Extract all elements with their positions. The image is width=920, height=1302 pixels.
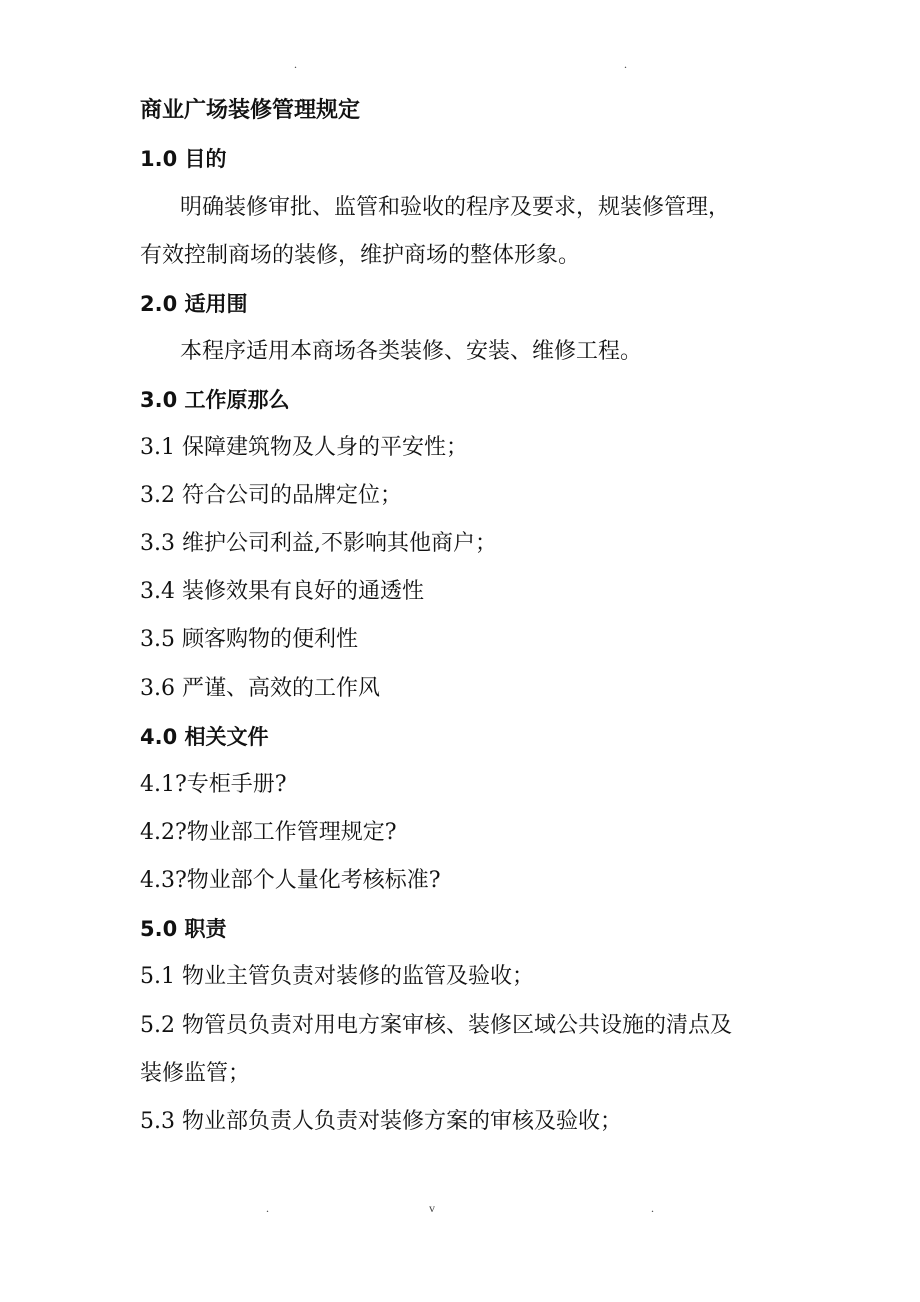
section-1-paragraph-line-1: 明确装修审批、监管和验收的程序及要求，规装修管理， [180, 195, 731, 220]
section-2-paragraph: 本程序适用本商场各类装修、安装、维修工程。 [180, 339, 643, 364]
footer-mark-left: . [266, 1201, 269, 1215]
section-1-heading: 1.0 目的 [140, 147, 227, 171]
section-3-heading: 3.0 工作原那么 [140, 388, 290, 412]
section-2-heading: 2.0 适用围 [140, 292, 248, 316]
header-mark-left: . [294, 57, 297, 71]
document-title: 商业广场装修管理规定 [140, 98, 361, 123]
section-1-paragraph-line-2: 有效控制商场的装修，维护商场的整体形象。 [140, 243, 581, 268]
footer-mark-right: . [651, 1201, 654, 1215]
section-3-item: 3.2 符合公司的品牌定位； [140, 483, 402, 508]
section-5-item-1: 5.1 物业主管负责对装修的监管及验收； [140, 964, 534, 989]
section-3-item: 3.3 维护公司利益,不影响其他商户； [140, 531, 497, 556]
section-3-item: 3.4 装修效果有良好的通透性 [140, 579, 424, 604]
header-mark-right: . [624, 57, 627, 71]
section-5-item-3: 5.3 物业部负责人负责对装修方案的审核及验收； [140, 1109, 622, 1134]
section-3-item: 3.1 保障建筑物及人身的平安性； [140, 435, 468, 460]
footer-mark-center: v [429, 1201, 435, 1215]
section-5-item-2-line-2: 装修监管； [140, 1061, 251, 1086]
section-4-item: 4.3?物业部个人量化考核标准? [140, 868, 441, 893]
section-5-item-2-line-1: 5.2 物管员负责对用电方案审核、装修区域公共设施的清点及 [140, 1013, 732, 1038]
section-3-item: 3.6 严谨、高效的工作风 [140, 676, 380, 701]
section-4-heading: 4.0 相关文件 [140, 725, 269, 749]
section-4-item: 4.1?专柜手册? [140, 772, 287, 797]
section-4-item: 4.2?物业部工作管理规定? [140, 820, 397, 845]
section-3-item: 3.5 顾客购物的便利性 [140, 627, 358, 652]
section-5-heading: 5.0 职责 [140, 917, 227, 941]
